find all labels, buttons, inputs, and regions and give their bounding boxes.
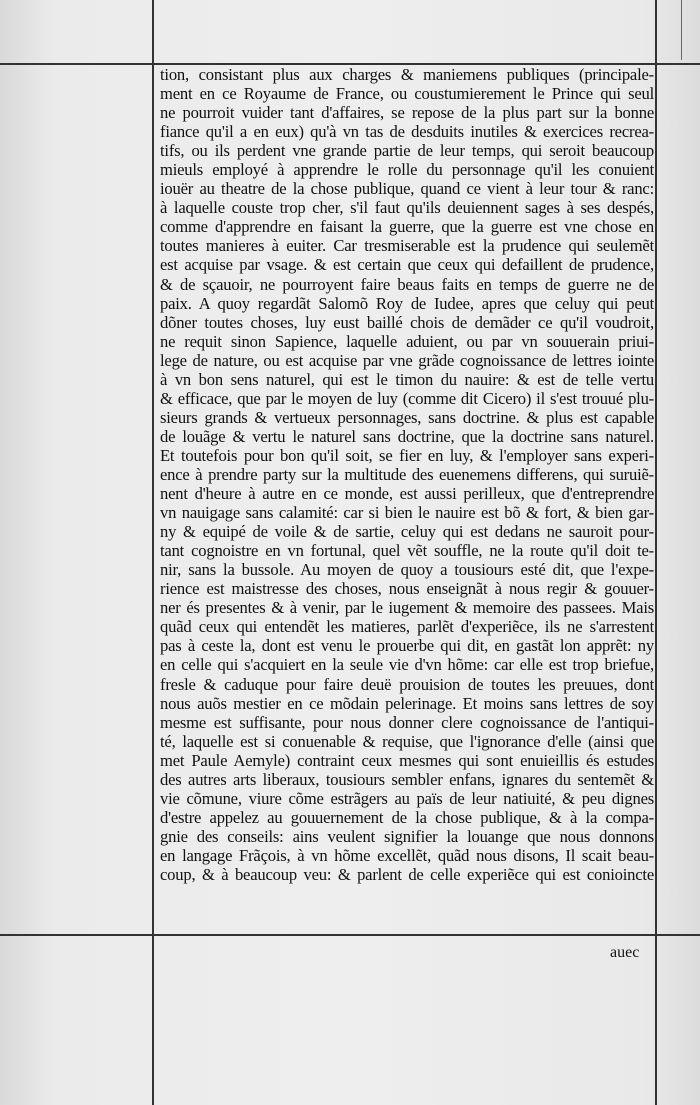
text-line: pas à ceste la, dont est venu le prouerbe qui dit, en gastãt lon apprẽt: ny xyxy=(160,636,654,656)
text-line: est acquise par vsage. & est certain que ceux qui defaillent de prudence, xyxy=(160,255,654,275)
text-line: en celle qui s'acquiert en la seule vie d'vn hõme: car elle est trop briefue, xyxy=(160,655,654,675)
text-line: sieurs grands & vertueux personnages, sans doctrine. & plus est capable xyxy=(160,407,654,427)
margin-rule-bottom xyxy=(0,934,700,936)
text-line: paix. A quoy regardãt Salomõ Roy de Iudee, apres que celuy qui peut xyxy=(160,293,654,313)
text-line: mesme est suffisante, pour nous donner clere cognoissance de l'antiqui- xyxy=(160,712,654,732)
text-line: quãd ceux qui entendẽt les matieres, parlẽt d'experiẽce, ils ne s'arrestent xyxy=(160,617,654,637)
text-line: ne pourroit vuider tant d'affaires, se repose de la plus part sur la bonne xyxy=(160,103,654,123)
text-line: ny & equipé de voile & de sartie, celuy qui est dedans ne sauroit pour- xyxy=(160,522,654,542)
text-line: mieuls employé à apprendre le rolle du personnage qu'il les conuient xyxy=(160,160,654,180)
text-line: des autres arts liberaux, tousiours sembler enfans, ignares du sentemẽt & xyxy=(160,769,654,789)
text-line: lege de nature, ou est acquise par vne grãde cognoissance de lettres iointe xyxy=(160,350,654,370)
text-line: vn nauigage sans calamité: car si bien le nauire est bõ & fort, & bien gar- xyxy=(160,503,654,523)
text-line: toutes manieres à euiter. Car tresmiserable est la prudence qui seulemẽt xyxy=(160,236,654,256)
text-line: coup, & à beaucoup veu: & parlent de celle experiẽce qui est conioincte xyxy=(160,864,654,884)
text-line: tion, consistant plus aux charges & maniemens publiques (principale- xyxy=(160,65,654,84)
text-line: tifs, ou ils perdent vne grande partie de leur temps, qui seroit beaucoup xyxy=(160,141,654,161)
text-line: tant cognoistre en vn fortunal, quel vẽt souffle, ne la route qu'il doit te- xyxy=(160,541,654,561)
text-line: ne requit sinon Sapience, laquelle aduient, ou par vn souuerain priui- xyxy=(160,331,654,351)
text-line: fresle & caduque pour faire deuë prouision de toutes les preuues, dont xyxy=(160,674,654,694)
text-line: à laquelle couste trop cher, s'il faut qu'ils deuiennent sages à ses despés, xyxy=(160,198,654,218)
text-line: iouër au theatre de la chose publique, quand ce vient à leur tour & ranc: xyxy=(160,179,654,199)
text-line: met Paule Aemyle) contraint ceux mesmes qui sont enuieillis és estudes xyxy=(160,750,654,770)
text-line: nent d'heure à autre en ce monde, est aussi perilleux, que d'entreprendre xyxy=(160,484,654,504)
text-line: Et toutefois pour bon qu'il soit, se fier en luy, & l'employer sans experi- xyxy=(160,445,654,465)
text-line: & efficace, que par le moyen de luy (comme dit Cicero) il s'est trouué plu- xyxy=(160,388,654,408)
text-line: en langage Frãçois, à vn hõme excellẽt, quãd nous disons, Il scait beau- xyxy=(160,845,654,865)
text-line: & de sçauoir, ne pourroyent faire beaus faits en temps de guerre ne de xyxy=(160,274,654,294)
text-line: ment en ce Royaume de France, ou coustumierement le Prince qui seul xyxy=(160,84,654,104)
text-line: ner és presentes & à venir, par le iugement & memoire des passees. Mais xyxy=(160,598,654,618)
text-line: nous auõs mestier en ce mõdain pelerinage. Et moins sans lettres de soy xyxy=(160,693,654,713)
text-line: nir, sans la bussole. Au moyen de quoy a tousiours esté dit, que l'expe- xyxy=(160,560,654,580)
text-line: fiance qu'il a en eux) qu'à vn tas de desduits inutiles & exercices recrea- xyxy=(160,122,654,142)
text-line: vie cõmune, viure cõme estrãgers au païs de leur natiuité, & peu dignes xyxy=(160,788,654,808)
text-line: gnie des conseils: ains veulent signifier la louange que nous donnons xyxy=(160,826,654,846)
text-line: à vn bon sens naturel, qui est le timon du nauire: & est de telle vertu xyxy=(160,369,654,389)
text-line: ence à prendre party sur la multitude des euenemens differens, qui suruiẽ- xyxy=(160,464,654,484)
text-line: rience est maistresse des choses, nous enseignãt à nous regir & gouuer- xyxy=(160,579,654,599)
margin-rule-left xyxy=(152,0,154,1105)
text-line: d'estre appelez au gouuernement de la chose publique, & à la compa- xyxy=(160,807,654,827)
margin-rule-right-outer xyxy=(681,0,682,60)
catchword: auec xyxy=(610,944,640,961)
text-line: de louãge & vertu le naturel sans doctrine, que la doctrine sans naturel. xyxy=(160,426,654,446)
text-line: comme d'apprendre en faisant la guerre, que la guerre est vne chose en xyxy=(160,217,654,237)
text-line: té, laquelle est si conuenable & requise, que l'ignorance d'elle (ainsi que xyxy=(160,731,654,751)
body-text xyxy=(160,65,654,884)
text-line: dõner toutes choses, luy eust baillé chois de demãder ce qu'il voudroit, xyxy=(160,312,654,332)
margin-rule-right xyxy=(655,0,657,1105)
